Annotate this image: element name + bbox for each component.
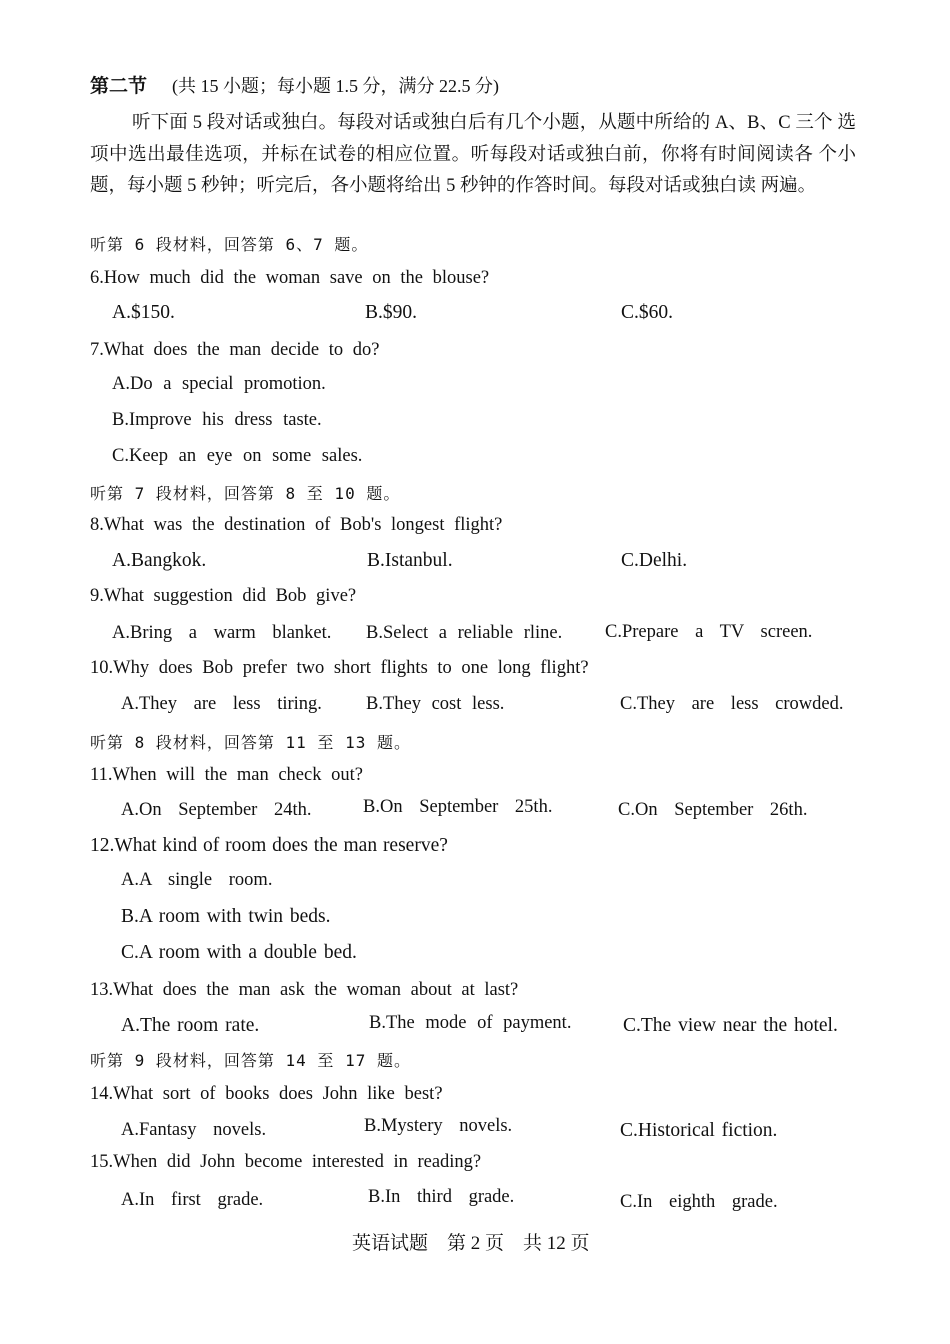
question-8-option-a[interactable]: A.Bangkok. xyxy=(112,550,207,571)
question-8-stem: 8.What was the destination of Bob's longest flight? xyxy=(90,515,503,535)
question-9-option-a[interactable]: A.Bring a warm blanket. xyxy=(112,623,332,643)
question-12-stem: 12.What kind of room does the man reserve? xyxy=(90,835,448,856)
question-15-option-c[interactable]: C.In eighth grade. xyxy=(620,1192,778,1212)
question-11-option-c[interactable]: C.On September 26th. xyxy=(618,800,808,820)
section-title: 第二节 xyxy=(90,76,148,97)
section-scoring-note: (共 15 小题；每小题 1.5 分，满分 22.5 分) xyxy=(172,76,499,96)
question-9-stem: 9.What suggestion did Bob give? xyxy=(90,586,357,606)
question-15-stem: 15.When did John become interested in reading? xyxy=(90,1152,482,1172)
question-8-option-b[interactable]: B.Istanbul. xyxy=(367,550,453,571)
question-10-option-a[interactable]: A.They are less tiring. xyxy=(121,694,322,714)
question-14-option-b[interactable]: B.Mystery novels. xyxy=(364,1116,513,1136)
question-11-option-b[interactable]: B.On September 25th. xyxy=(363,797,553,817)
question-13-option-a[interactable]: A.The room rate. xyxy=(121,1015,260,1036)
question-6-option-a[interactable]: A.$150. xyxy=(112,302,175,323)
question-7-option-a[interactable]: A.Do a special promotion. xyxy=(112,374,326,394)
question-10-option-c[interactable]: C.They are less crowded. xyxy=(620,694,844,714)
question-9-option-b[interactable]: B.Select a reliable rline. xyxy=(366,623,563,643)
section-instructions: 听下面 5 段对话或独白。每段对话或独白后有几个小题，从题中所给的 A、B、C 三个 选项中选出最佳选项，并标在试卷的相应位置。听每段对话或独白前，你将有时间阅读各 个小题，每小题 5 秒钟；听完后，各小题将给出 5 秒钟的作答时间。每段对话或独白读 两遍。 xyxy=(90,113,856,196)
question-8-option-c[interactable]: C.Delhi. xyxy=(621,550,688,571)
material-7-heading: 听第 7 段材料，回答第 8 至 10 题。 xyxy=(90,484,401,503)
question-13-stem: 13.What does the man ask the woman about at last? xyxy=(90,980,519,1000)
question-15-option-b[interactable]: B.In third grade. xyxy=(368,1187,515,1207)
page-footer: 英语试题 第 2 页 共 12 页 xyxy=(352,1233,590,1254)
question-7-stem: 7.What does the man decide to do? xyxy=(90,340,380,360)
question-7-option-b[interactable]: B.Improve his dress taste. xyxy=(112,410,322,430)
question-13-option-b[interactable]: B.The mode of payment. xyxy=(369,1013,572,1033)
material-8-heading: 听第 8 段材料，回答第 11 至 13 题。 xyxy=(90,733,411,752)
question-11-option-a[interactable]: A.On September 24th. xyxy=(121,800,312,820)
question-6-stem: 6.How much did the woman save on the blouse? xyxy=(90,268,490,288)
material-6-heading: 听第 6 段材料，回答第 6、7 题。 xyxy=(90,235,369,254)
question-11-stem: 11.When will the man check out? xyxy=(90,765,363,785)
question-15-option-a[interactable]: A.In first grade. xyxy=(121,1190,264,1210)
question-10-option-b[interactable]: B.They cost less. xyxy=(366,694,505,714)
material-9-heading: 听第 9 段材料，回答第 14 至 17 题。 xyxy=(90,1051,411,1070)
question-6-option-c[interactable]: C.$60. xyxy=(621,302,674,323)
question-14-option-a[interactable]: A.Fantasy novels. xyxy=(121,1120,267,1140)
question-9-option-c[interactable]: C.Prepare a TV screen. xyxy=(605,622,813,642)
question-14-stem: 14.What sort of books does John like best? xyxy=(90,1084,443,1104)
question-10-stem: 10.Why does Bob prefer two short flights to one long flight? xyxy=(90,658,589,678)
question-7-option-c[interactable]: C.Keep an eye on some sales. xyxy=(112,446,363,466)
question-12-option-c[interactable]: C.A room with a double bed. xyxy=(121,942,357,963)
question-12-option-b[interactable]: B.A room with twin beds. xyxy=(121,906,331,927)
question-6-option-b[interactable]: B.$90. xyxy=(365,302,418,323)
question-14-option-c[interactable]: C.Historical fiction. xyxy=(620,1120,778,1141)
question-13-option-c[interactable]: C.The view near the hotel. xyxy=(623,1015,838,1036)
question-12-option-a[interactable]: A.A single room. xyxy=(121,870,273,890)
